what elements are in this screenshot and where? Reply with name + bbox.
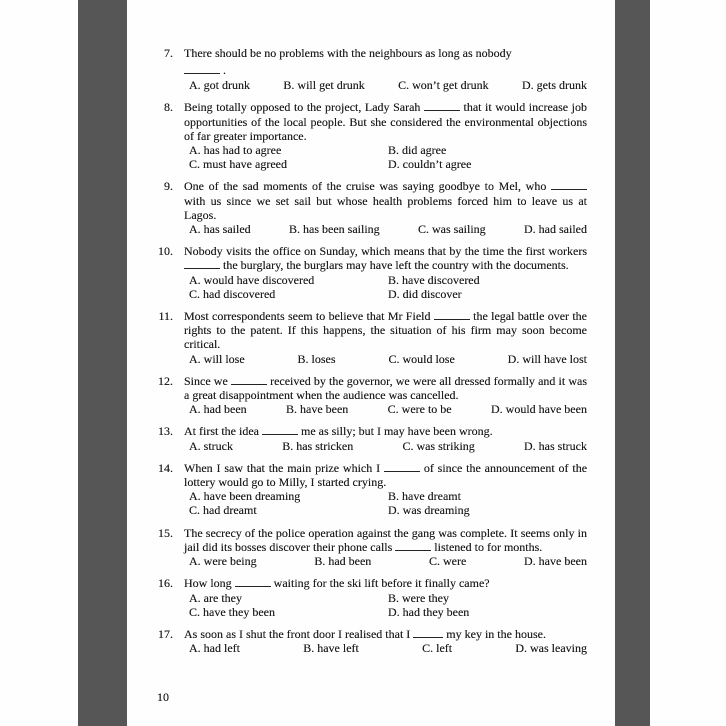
option-a: A. had been <box>189 402 247 417</box>
question-8 <box>152 100 587 171</box>
option-d: D. has struck <box>524 438 587 453</box>
question-text-post: the burglary, the burglars may have left the country with the documents. <box>223 258 569 273</box>
answer-blank <box>384 462 420 472</box>
answer-blank <box>395 541 431 551</box>
question-text-post: with us since we set sail but whose health problems forced him to leave us at Lagos. <box>184 193 587 222</box>
question-text-pre: There should be no problems with the neighbours as long as nobody <box>184 46 512 60</box>
option-d: D. had they been <box>388 604 470 619</box>
question-text-post: listened to for months. <box>434 539 543 554</box>
option-b: B. had been <box>314 554 372 569</box>
question-number: 7. <box>164 46 173 60</box>
question-number: 12. <box>158 373 173 388</box>
option-b: B. have been <box>286 402 349 417</box>
question-10 <box>152 244 587 301</box>
option-a: A. got drunk <box>189 78 250 93</box>
option-a: A. would have discovered <box>189 272 315 287</box>
answer-blank <box>424 101 460 111</box>
option-a: A. struck <box>189 438 233 453</box>
option-c: C. was striking <box>402 438 475 453</box>
question-number: 11. <box>158 309 173 324</box>
question-text <box>184 179 587 222</box>
options <box>184 352 587 366</box>
question-number: 10. <box>158 244 173 259</box>
answer-blank <box>262 425 298 435</box>
option-c: C. were <box>429 554 467 569</box>
question-text <box>184 100 587 143</box>
option-b: B. have dreamt <box>388 489 461 504</box>
options <box>184 591 587 619</box>
question-7 <box>152 46 587 92</box>
question-number: 9. <box>164 179 173 194</box>
scan-edge-bar-right <box>615 0 650 726</box>
question-text <box>184 627 587 641</box>
option-a: A. has had to agree <box>189 143 282 158</box>
option-b: B. will get drunk <box>283 78 365 93</box>
option-d: D. was dreaming <box>388 503 470 518</box>
option-a: A. have been dreaming <box>189 489 301 504</box>
option-c: C. were to be <box>387 402 452 417</box>
options <box>184 402 587 416</box>
question-number: 17. <box>158 626 173 641</box>
option-c: C. had discovered <box>189 286 276 301</box>
option-c: C. won’t get drunk <box>398 78 489 93</box>
option-d: D. gets drunk <box>522 78 587 93</box>
answer-blank <box>184 259 220 269</box>
answer-blank <box>551 180 587 190</box>
question-text-pre: At first the idea <box>184 424 259 439</box>
scan-edge-bar-left <box>78 0 127 726</box>
question-text-post: that it would increase job opportunities of the local people. But she considered the environmental objections of far greater importance. <box>184 100 587 143</box>
options <box>184 222 587 236</box>
blank-suffix: . <box>223 63 226 78</box>
question-text-pre: One of the sad moments of the cruise was saying goodbye to Mel, who <box>184 179 547 194</box>
option-d: D. did discover <box>388 286 462 301</box>
option-d: D. will have lost <box>507 351 587 366</box>
question-text-pre: Being totally opposed to the project, Lady Sarah <box>184 100 421 115</box>
question-number: 15. <box>158 525 173 540</box>
question-text-pre: How long <box>184 576 232 591</box>
option-c: C. must have agreed <box>189 157 287 172</box>
option-a: A. are they <box>189 590 242 605</box>
answer-blank <box>231 375 267 385</box>
question-text-pre: Most correspondents seem to believe that Mr Field <box>184 309 431 324</box>
question-text <box>184 46 587 60</box>
question-text-post: waiting for the ski lift before it finally came? <box>273 576 490 591</box>
option-a: A. has sailed <box>189 222 251 237</box>
options <box>184 489 587 517</box>
question-text-pre: As soon as I shut the front door I realised that I <box>184 626 411 641</box>
answer-blank <box>413 628 443 638</box>
document-page <box>127 0 615 726</box>
answer-blank <box>434 310 470 320</box>
question-number: 8. <box>164 100 173 115</box>
question-text-pre: When I saw that the main prize which I <box>184 460 381 475</box>
question-17 <box>152 627 587 655</box>
question-text-pre: Nobody visits the office on Sunday, which means that by the time the first workers <box>184 244 587 259</box>
answer-blank <box>184 64 220 74</box>
question-text-post: me as silly; but I may have been wrong. <box>300 424 493 439</box>
question-text-pre: The secrecy of the police operation against the gang was complete. It seems only in jail did its bosses discover their phone calls <box>184 525 587 554</box>
question-16 <box>152 576 587 619</box>
option-d: D. couldn’t agree <box>388 157 472 172</box>
option-d: D. had sailed <box>524 222 587 237</box>
question-text-post: my key in the house. <box>446 626 546 641</box>
option-d: D. was leaving <box>515 641 587 656</box>
question-text-pre: Since we <box>184 373 228 388</box>
question-text-post: of since the announcement of the lottery would go to Milly, I started crying. <box>184 460 588 490</box>
option-c: C. have they been <box>189 604 275 619</box>
question-15 <box>152 526 587 569</box>
option-a: A. were being <box>189 554 257 569</box>
question-text <box>184 424 587 438</box>
option-d: D. would have been <box>490 402 587 417</box>
option-a: A. had left <box>189 641 240 656</box>
answer-blank-line <box>184 63 587 78</box>
option-c: C. had dreamt <box>189 503 257 518</box>
question-text <box>184 374 587 402</box>
question-text <box>184 526 587 554</box>
option-b: B. has been sailing <box>289 222 380 237</box>
option-c: C. would lose <box>388 351 455 366</box>
option-c: C. left <box>422 641 453 656</box>
option-b: B. loses <box>297 351 336 366</box>
question-text <box>184 576 587 590</box>
question-text <box>184 244 587 272</box>
question-text-post: received by the governor, we were all dressed formally and it was a great disappointment when the audience was cancelled. <box>184 373 587 403</box>
option-b: B. did agree <box>388 143 447 158</box>
question-text-post: the legal battle over the rights to the patent. If this happens, the situation of his firm may soon become critical. <box>184 309 588 352</box>
options <box>184 439 587 453</box>
question-13 <box>152 424 587 452</box>
question-text <box>184 461 587 489</box>
options <box>184 641 587 655</box>
option-b: B. have discovered <box>388 272 480 287</box>
page-number: 10 <box>157 690 169 704</box>
options <box>184 554 587 568</box>
question-number: 14. <box>158 460 173 475</box>
question-number: 13. <box>158 424 173 439</box>
option-b: B. has stricken <box>282 438 354 453</box>
answer-blank <box>235 577 271 587</box>
option-b: B. have left <box>303 641 359 656</box>
option-a: A. will lose <box>189 351 245 366</box>
question-11 <box>152 309 587 366</box>
question-number: 16. <box>158 576 173 591</box>
question-12 <box>152 374 587 417</box>
option-d: D. have been <box>524 554 587 569</box>
option-c: C. was sailing <box>418 222 486 237</box>
options <box>184 273 587 301</box>
options <box>184 78 587 92</box>
question-text <box>184 309 587 352</box>
question-9 <box>152 179 587 236</box>
options <box>184 143 587 171</box>
option-b: B. were they <box>388 590 449 605</box>
question-14 <box>152 461 587 518</box>
